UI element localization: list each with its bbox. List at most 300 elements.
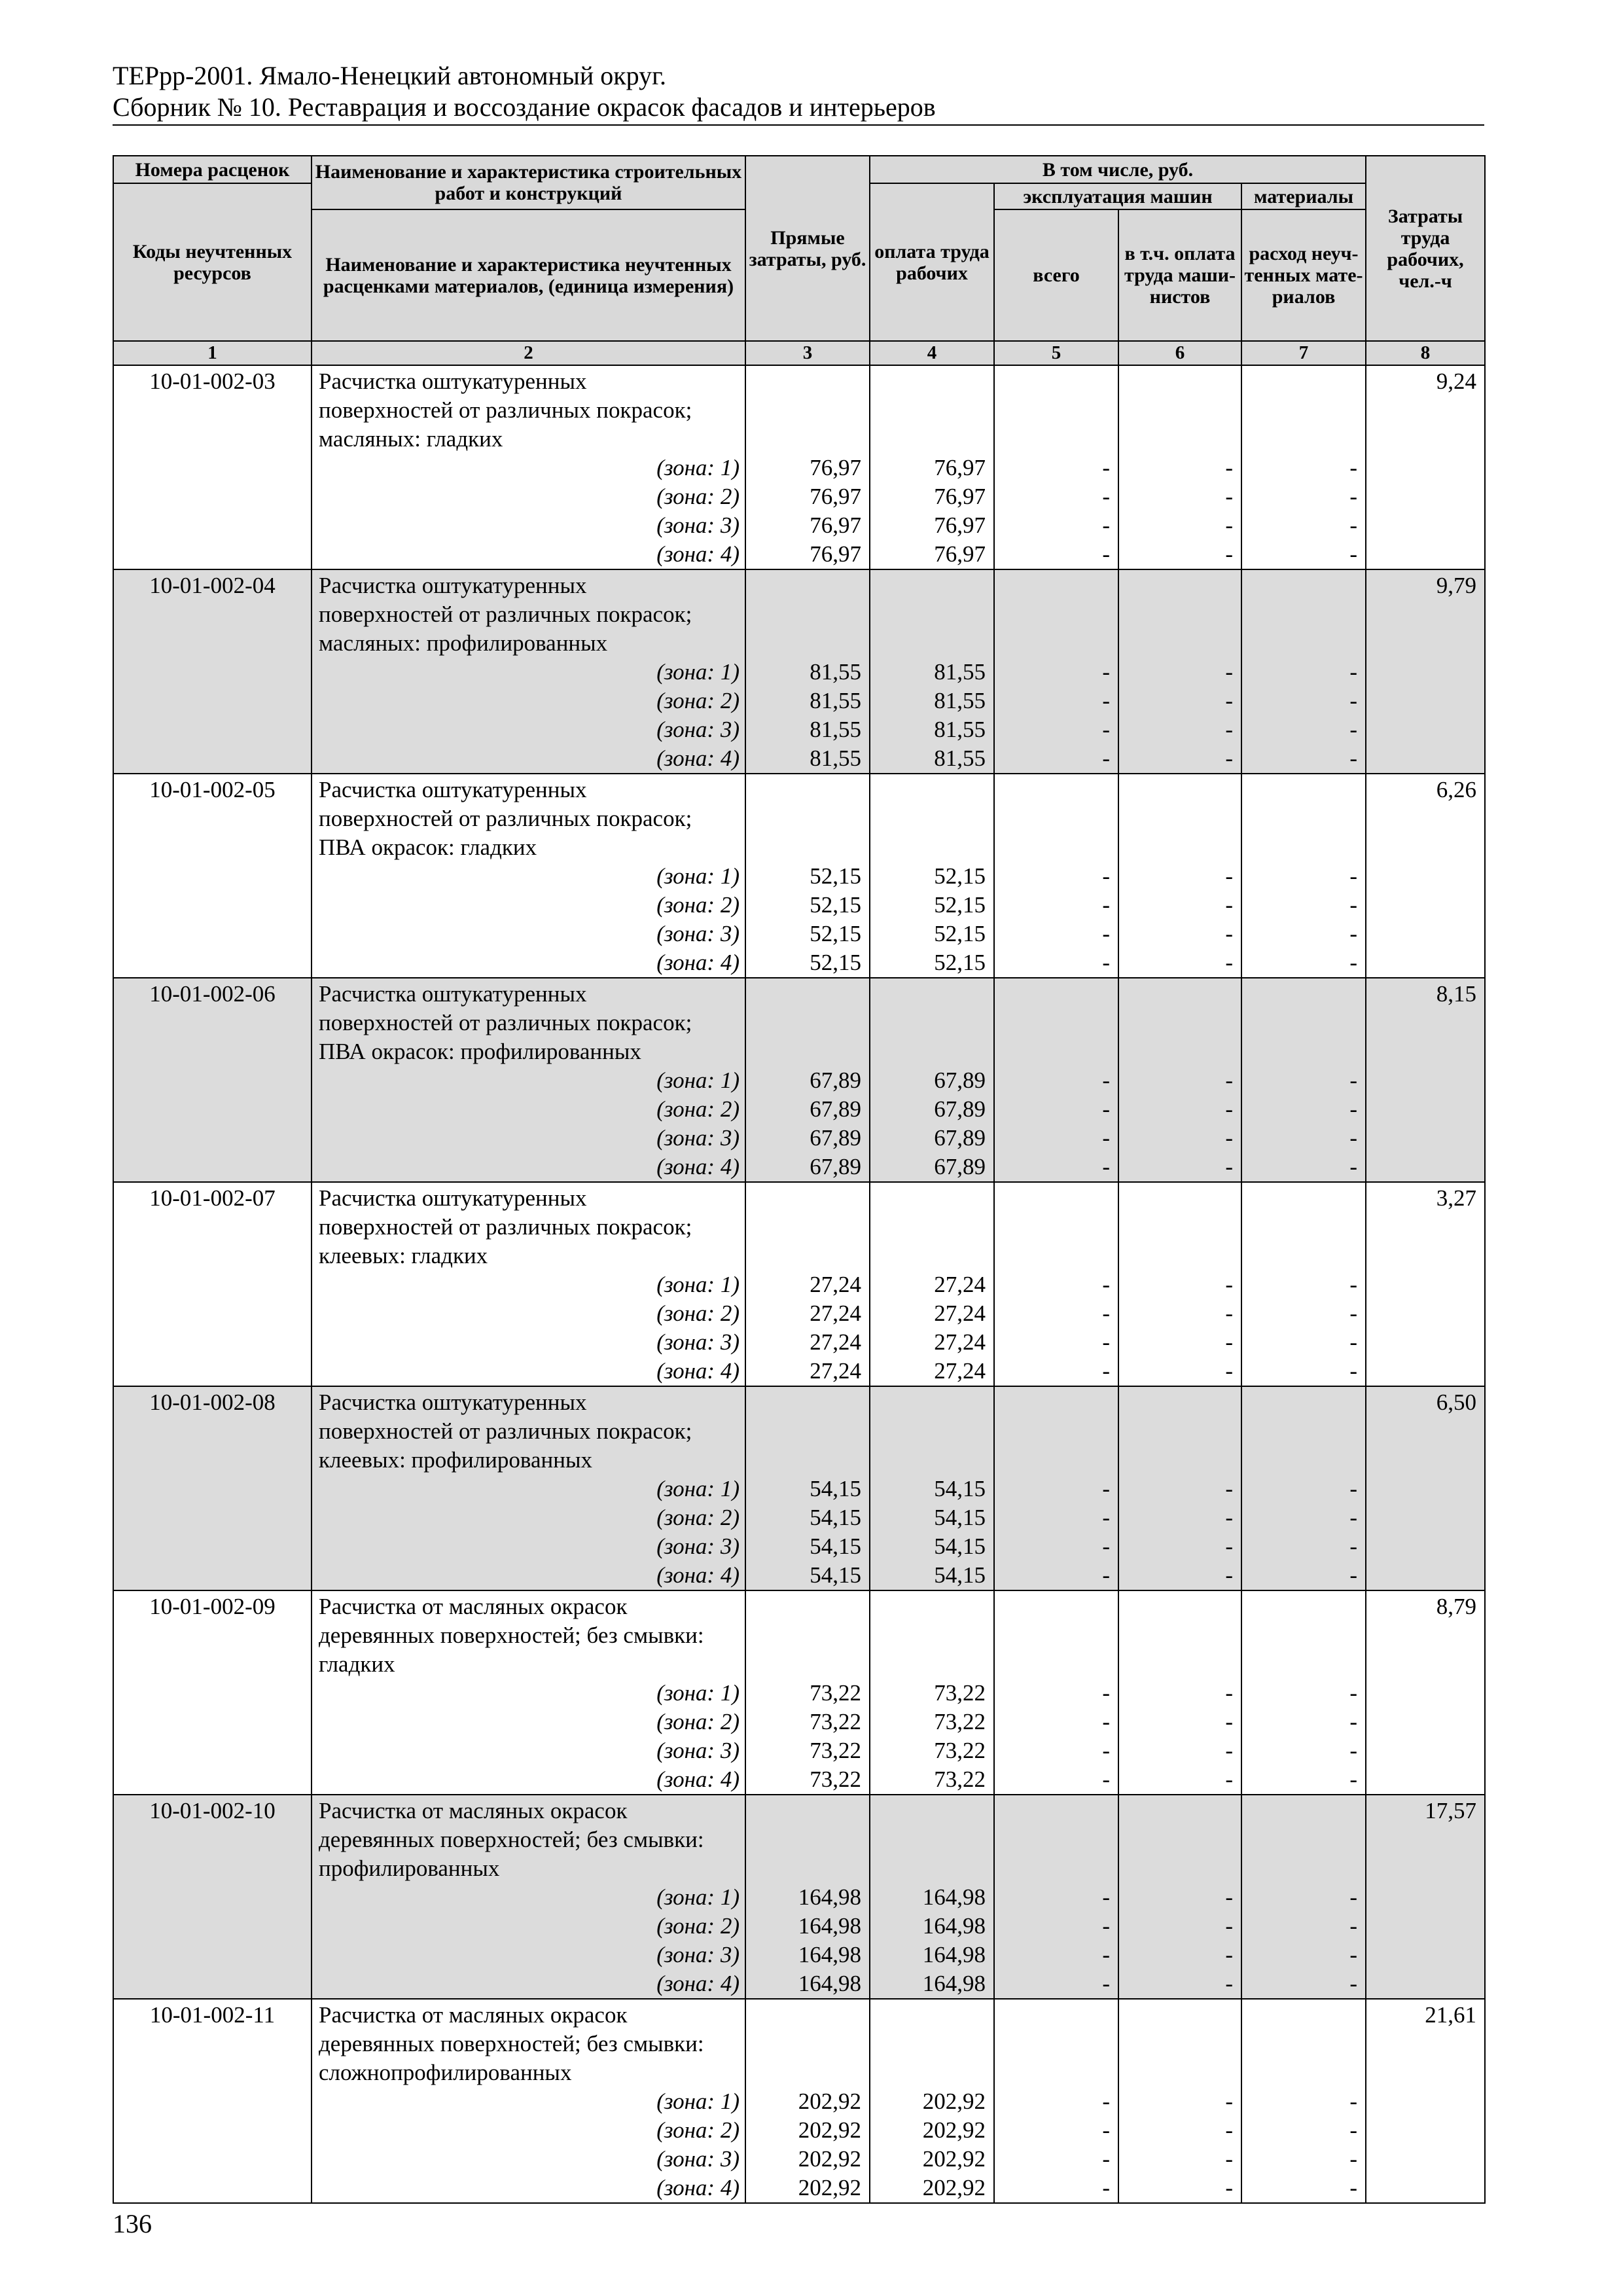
unaccounted-materials [1241, 1182, 1366, 1386]
machines-total-value: - [1102, 1738, 1110, 1763]
rate-code: 10-01-002-09 [113, 1590, 312, 1795]
th-unaccounted-materials: расход неуч-тенных мате-риалов [1241, 209, 1366, 341]
th-labor: Затраты труда рабочих, чел.-ч [1366, 156, 1485, 341]
unaccounted-materials [1241, 1795, 1366, 1999]
direct-costs-value: 76,97 [810, 541, 861, 567]
worker-wages-value: 202,92 [922, 2117, 986, 2143]
zone-label: (зона: 2) [656, 1505, 740, 1530]
direct-costs-value: 164,98 [798, 1884, 861, 1910]
table-row [113, 1386, 1485, 1590]
unaccounted-materials-value: - [1349, 1476, 1358, 1501]
machinist-wages-value: - [1225, 1942, 1233, 1967]
worker-wages-value: 81,55 [934, 688, 986, 713]
machines-total [994, 774, 1118, 978]
machines-total-value: - [1102, 921, 1110, 946]
worker-wages-value: 76,97 [934, 484, 986, 509]
unaccounted-materials-value: - [1349, 1913, 1358, 1939]
machinist-wages-value: - [1225, 1358, 1233, 1384]
work-description [312, 1590, 745, 1795]
th-material-name: Наименование и характеристика неучтенных расценками материалов, (единица измерения) [312, 209, 745, 341]
machinist-wages-value: - [1225, 541, 1233, 567]
labor-costs: 3,27 [1366, 1182, 1485, 1386]
rate-record [113, 1386, 1485, 1590]
machinist-wages-value: - [1225, 512, 1233, 538]
direct-costs-value: 81,55 [810, 745, 861, 771]
unaccounted-materials-value: - [1349, 892, 1358, 918]
table-row [113, 978, 1485, 1182]
worker-wages-value: 27,24 [934, 1358, 986, 1384]
machines-total-value: - [1102, 1125, 1110, 1151]
unaccounted-materials-value: - [1349, 1300, 1358, 1326]
zone-label: (зона: 3) [656, 512, 740, 538]
col-number: 3 [745, 341, 870, 365]
description-line: поверхностей от различных покрасок; [319, 806, 692, 831]
machinist-wages-value: - [1225, 921, 1233, 946]
page-header [113, 60, 1484, 123]
description-line: Расчистка оштукатуренных [319, 777, 587, 802]
direct-costs [745, 1182, 870, 1386]
rate-code: 10-01-002-03 [113, 365, 312, 569]
worker-wages-value: 54,15 [934, 1562, 986, 1588]
direct-costs-value: 52,15 [810, 892, 861, 918]
th-wages: оплата труда рабочих [870, 183, 994, 341]
rate-code: 10-01-002-10 [113, 1795, 312, 1999]
machinist-wages-value: - [1225, 1534, 1233, 1559]
worker-wages-value: 73,22 [934, 1738, 986, 1763]
worker-wages-value: 52,15 [934, 892, 986, 918]
table-row [113, 774, 1485, 978]
machines-total-value: - [1102, 2146, 1110, 2172]
direct-costs [745, 978, 870, 1182]
unaccounted-materials-value: - [1349, 541, 1358, 567]
zone-label: (зона: 4) [656, 541, 740, 567]
table-row [113, 1999, 1485, 2203]
unaccounted-materials-value: - [1349, 1534, 1358, 1559]
direct-costs-value: 73,22 [810, 1709, 861, 1734]
worker-wages-value: 73,22 [934, 1767, 986, 1792]
machines-total-value: - [1102, 2089, 1110, 2114]
unaccounted-materials-value: - [1349, 1971, 1358, 1996]
unaccounted-materials [1241, 978, 1366, 1182]
worker-wages [870, 1386, 994, 1590]
description-line: клеевых: профилированных [319, 1447, 592, 1473]
machines-total [994, 365, 1118, 569]
direct-costs-value: 54,15 [810, 1562, 861, 1588]
machinist-wages [1118, 774, 1241, 978]
machines-total [994, 1386, 1118, 1590]
header-title-line1: ТЕРрр-2001. Ямало-Ненецкий автономный округ. [113, 61, 667, 90]
work-description [312, 978, 745, 1182]
machines-total-value: - [1102, 1913, 1110, 1939]
unaccounted-materials-value: - [1349, 1505, 1358, 1530]
zone-label: (зона: 3) [656, 921, 740, 946]
col-number: 7 [1241, 341, 1366, 365]
worker-wages-value: 27,24 [934, 1272, 986, 1297]
direct-costs-value: 81,55 [810, 688, 861, 713]
description-line: клеевых: гладких [319, 1243, 488, 1268]
machines-total-value: - [1102, 1154, 1110, 1179]
machines-total [994, 569, 1118, 774]
unaccounted-materials [1241, 1999, 1366, 2203]
machines-total-value: - [1102, 1534, 1110, 1559]
worker-wages-value: 67,89 [934, 1154, 986, 1179]
direct-costs-value: 164,98 [798, 1913, 861, 1939]
rate-code: 10-01-002-05 [113, 774, 312, 978]
unaccounted-materials-value: - [1349, 1884, 1358, 1910]
machines-total [994, 1590, 1118, 1795]
zone-label: (зона: 2) [656, 2117, 740, 2143]
worker-wages [870, 1590, 994, 1795]
machines-total-value: - [1102, 717, 1110, 742]
machines-total-value: - [1102, 1942, 1110, 1967]
work-description [312, 1182, 745, 1386]
unaccounted-materials-value: - [1349, 921, 1358, 946]
th-rate-numbers: Номера расценок [113, 156, 312, 183]
col-number: 8 [1366, 341, 1485, 365]
worker-wages-value: 81,55 [934, 717, 986, 742]
machinist-wages [1118, 978, 1241, 1182]
worker-wages-value: 202,92 [922, 2175, 986, 2200]
machinist-wages-value: - [1225, 1738, 1233, 1763]
worker-wages-value: 54,15 [934, 1534, 986, 1559]
unaccounted-materials [1241, 1386, 1366, 1590]
machinist-wages-value: - [1225, 2146, 1233, 2172]
header-rule [113, 124, 1484, 126]
rates-table [113, 155, 1486, 2204]
th-including: В том числе, руб. [870, 156, 1366, 183]
col-number: 2 [312, 341, 745, 365]
unaccounted-materials-value: - [1349, 2146, 1358, 2172]
description-line: Расчистка оштукатуренных [319, 368, 587, 394]
unaccounted-materials-value: - [1349, 1767, 1358, 1792]
direct-costs-value: 52,15 [810, 950, 861, 975]
unaccounted-materials-value: - [1349, 1358, 1358, 1384]
direct-costs-value: 73,22 [810, 1738, 861, 1763]
description-line: профилированных [319, 1856, 500, 1881]
unaccounted-materials [1241, 1590, 1366, 1795]
description-line: Расчистка оштукатуренных [319, 981, 587, 1007]
machines-total [994, 1999, 1118, 2203]
rate-record [113, 1999, 1485, 2203]
worker-wages-value: 52,15 [934, 921, 986, 946]
work-description [312, 1999, 745, 2203]
unaccounted-materials-value: - [1349, 1709, 1358, 1734]
unaccounted-materials-value: - [1349, 2089, 1358, 2114]
machines-total-value: - [1102, 1476, 1110, 1501]
zone-label: (зона: 3) [656, 1125, 740, 1151]
machines-total-value: - [1102, 1096, 1110, 1122]
direct-costs-value: 76,97 [810, 484, 861, 509]
worker-wages [870, 1795, 994, 1999]
labor-costs: 8,15 [1366, 978, 1485, 1182]
machinist-wages-value: - [1225, 455, 1233, 480]
machines-total-value: - [1102, 892, 1110, 918]
machinist-wages-value: - [1225, 1680, 1233, 1706]
unaccounted-materials-value: - [1349, 1272, 1358, 1297]
machinist-wages-value: - [1225, 688, 1233, 713]
description-line: сложнопрофилированных [319, 2060, 572, 2085]
machines-total-value: - [1102, 1680, 1110, 1706]
description-line: деревянных поверхностей; без смывки: [319, 1827, 704, 1852]
labor-costs: 8,79 [1366, 1590, 1485, 1795]
machinist-wages [1118, 1590, 1241, 1795]
th-machines-total: всего [994, 209, 1118, 341]
page-number: 136 [113, 2209, 152, 2238]
direct-costs-value: 76,97 [810, 512, 861, 538]
machinist-wages [1118, 569, 1241, 774]
direct-costs-value: 67,89 [810, 1154, 861, 1179]
zone-label: (зона: 4) [656, 745, 740, 771]
zone-label: (зона: 1) [656, 2089, 740, 2114]
zone-label: (зона: 1) [656, 863, 740, 889]
zone-label: (зона: 1) [656, 1884, 740, 1910]
description-line: гладких [319, 1651, 395, 1677]
worker-wages [870, 978, 994, 1182]
worker-wages-value: 54,15 [934, 1505, 986, 1530]
direct-costs-value: 81,55 [810, 717, 861, 742]
unaccounted-materials-value: - [1349, 1680, 1358, 1706]
zone-label: (зона: 1) [656, 659, 740, 685]
machinist-wages-value: - [1225, 1300, 1233, 1326]
machinist-wages-value: - [1225, 1971, 1233, 1996]
rate-code: 10-01-002-06 [113, 978, 312, 1182]
worker-wages-value: 52,15 [934, 863, 986, 889]
worker-wages-value: 52,15 [934, 950, 986, 975]
unaccounted-materials-value: - [1349, 950, 1358, 975]
unaccounted-materials-value: - [1349, 717, 1358, 742]
direct-costs-value: 67,89 [810, 1067, 861, 1093]
description-line: Расчистка оштукатуренных [319, 1390, 587, 1415]
th-direct-costs: Прямые затраты, руб. [745, 156, 870, 341]
description-line: деревянных поверхностей; без смывки: [319, 2031, 704, 2056]
table-header [113, 156, 1485, 365]
machinist-wages-value: - [1225, 2089, 1233, 2114]
direct-costs [745, 774, 870, 978]
unaccounted-materials-value: - [1349, 512, 1358, 538]
direct-costs-value: 67,89 [810, 1096, 861, 1122]
worker-wages-value: 54,15 [934, 1476, 986, 1501]
worker-wages-value: 76,97 [934, 541, 986, 567]
machines-total-value: - [1102, 1505, 1110, 1530]
worker-wages [870, 774, 994, 978]
machines-total-value: - [1102, 863, 1110, 889]
description-line: ПВА окрасок: гладких [319, 834, 537, 860]
machines-total-value: - [1102, 688, 1110, 713]
unaccounted-materials-value: - [1349, 1096, 1358, 1122]
machinist-wages-value: - [1225, 1272, 1233, 1297]
zone-label: (зона: 4) [656, 1154, 740, 1179]
zone-label: (зона: 2) [656, 1709, 740, 1734]
direct-costs-value: 52,15 [810, 863, 861, 889]
direct-costs-value: 27,24 [810, 1272, 861, 1297]
worker-wages [870, 1999, 994, 2203]
machines-total-value: - [1102, 1767, 1110, 1792]
direct-costs-value: 67,89 [810, 1125, 861, 1151]
machinist-wages-value: - [1225, 863, 1233, 889]
machinist-wages-value: - [1225, 745, 1233, 771]
rate-code: 10-01-002-04 [113, 569, 312, 774]
direct-costs [745, 1386, 870, 1590]
work-description [312, 774, 745, 978]
description-line: Расчистка от масляных окрасок [319, 1798, 628, 1823]
unaccounted-materials-value: - [1349, 1067, 1358, 1093]
rate-record [113, 1590, 1485, 1795]
machines-total [994, 1182, 1118, 1386]
description-line: ПВА окрасок: профилированных [319, 1039, 641, 1064]
machines-total-value: - [1102, 1358, 1110, 1384]
description-line: масляных: гладких [319, 426, 503, 452]
direct-costs-value: 202,92 [798, 2089, 861, 2114]
machines-total-value: - [1102, 1272, 1110, 1297]
direct-costs-value: 27,24 [810, 1358, 861, 1384]
zone-label: (зона: 3) [656, 1942, 740, 1967]
rate-record [113, 365, 1485, 569]
machines-total-value: - [1102, 745, 1110, 771]
th-work-name: Наименование и характеристика строительных работ и конструкций [312, 156, 745, 209]
machinist-wages-value: - [1225, 1096, 1233, 1122]
unaccounted-materials-value: - [1349, 659, 1358, 685]
unaccounted-materials [1241, 569, 1366, 774]
worker-wages-value: 202,92 [922, 2146, 986, 2172]
zone-label: (зона: 4) [656, 1358, 740, 1384]
work-description [312, 1386, 745, 1590]
zone-label: (зона: 2) [656, 1096, 740, 1122]
machinist-wages-value: - [1225, 1505, 1233, 1530]
direct-costs-value: 81,55 [810, 659, 861, 685]
unaccounted-materials-value: - [1349, 1738, 1358, 1763]
zone-label: (зона: 2) [656, 484, 740, 509]
description-line: поверхностей от различных покрасок; [319, 397, 692, 423]
machines-total-value: - [1102, 659, 1110, 685]
unaccounted-materials-value: - [1349, 1329, 1358, 1355]
machines-total [994, 1795, 1118, 1999]
unaccounted-materials-value: - [1349, 688, 1358, 713]
machines-total-value: - [1102, 2175, 1110, 2200]
machinist-wages [1118, 365, 1241, 569]
direct-costs [745, 1795, 870, 1999]
zone-label: (зона: 1) [656, 1680, 740, 1706]
description-line: Расчистка от масляных окрасок [319, 1594, 628, 1619]
machinist-wages-value: - [1225, 1709, 1233, 1734]
labor-costs: 6,26 [1366, 774, 1485, 978]
worker-wages-value: 27,24 [934, 1300, 986, 1326]
direct-costs-value: 202,92 [798, 2117, 861, 2143]
zone-label: (зона: 1) [656, 1067, 740, 1093]
zone-label: (зона: 2) [656, 1913, 740, 1939]
zone-label: (зона: 4) [656, 1562, 740, 1588]
machinist-wages-value: - [1225, 892, 1233, 918]
machinist-wages-value: - [1225, 484, 1233, 509]
machinist-wages-value: - [1225, 1154, 1233, 1179]
direct-costs-value: 54,15 [810, 1505, 861, 1530]
table-row [113, 365, 1485, 569]
worker-wages-value: 76,97 [934, 512, 986, 538]
unaccounted-materials-value: - [1349, 484, 1358, 509]
description-line: Расчистка от масляных окрасок [319, 2002, 628, 2028]
machinist-wages-value: - [1225, 1562, 1233, 1588]
direct-costs-value: 202,92 [798, 2175, 861, 2200]
direct-costs-value: 52,15 [810, 921, 861, 946]
rate-record [113, 978, 1485, 1182]
machinist-wages-value: - [1225, 1329, 1233, 1355]
worker-wages [870, 569, 994, 774]
direct-costs-value: 164,98 [798, 1942, 861, 1967]
zone-label: (зона: 4) [656, 1971, 740, 1996]
description-line: Расчистка оштукатуренных [319, 573, 587, 598]
worker-wages-value: 81,55 [934, 659, 986, 685]
table-row [113, 1590, 1485, 1795]
unaccounted-materials-value: - [1349, 1125, 1358, 1151]
direct-costs-value: 202,92 [798, 2146, 861, 2172]
unaccounted-materials-value: - [1349, 455, 1358, 480]
machines-total-value: - [1102, 484, 1110, 509]
rate-record [113, 1182, 1485, 1386]
table-row [113, 569, 1485, 774]
col-number: 6 [1118, 341, 1241, 365]
machines-total-value: - [1102, 455, 1110, 480]
direct-costs [745, 1999, 870, 2203]
machines-total-value: - [1102, 2117, 1110, 2143]
unaccounted-materials [1241, 365, 1366, 569]
worker-wages-value: 67,89 [934, 1096, 986, 1122]
header-title-line2: Сборник № 10. Реставрация и воссоздание окрасок фасадов и интерьеров [113, 92, 936, 122]
description-line: поверхностей от различных покрасок; [319, 601, 692, 627]
machines-total-value: - [1102, 1709, 1110, 1734]
worker-wages-value: 164,98 [922, 1971, 986, 1996]
work-description [312, 1795, 745, 1999]
col-number: 4 [870, 341, 994, 365]
machinist-wages-value: - [1225, 2175, 1233, 2200]
unaccounted-materials-value: - [1349, 2175, 1358, 2200]
machines-total-value: - [1102, 541, 1110, 567]
labor-costs: 21,61 [1366, 1999, 1485, 2203]
machinist-wages-value: - [1225, 1067, 1233, 1093]
machines-total-value: - [1102, 1329, 1110, 1355]
machinist-wages-value: - [1225, 1884, 1233, 1910]
machines-total [994, 978, 1118, 1182]
description-line: поверхностей от различных покрасок; [319, 1214, 692, 1240]
description-line: поверхностей от различных покрасок; [319, 1010, 692, 1035]
unaccounted-materials-value: - [1349, 1562, 1358, 1588]
zone-label: (зона: 3) [656, 2146, 740, 2172]
zone-label: (зона: 4) [656, 950, 740, 975]
zone-label: (зона: 3) [656, 1329, 740, 1355]
worker-wages [870, 365, 994, 569]
th-materials: материалы [1241, 183, 1366, 209]
machinist-wages-value: - [1225, 717, 1233, 742]
machines-total-value: - [1102, 1562, 1110, 1588]
direct-costs-value: 73,22 [810, 1767, 861, 1792]
unaccounted-materials [1241, 774, 1366, 978]
rate-code: 10-01-002-07 [113, 1182, 312, 1386]
worker-wages-value: 67,89 [934, 1067, 986, 1093]
unaccounted-materials-value: - [1349, 863, 1358, 889]
worker-wages-value: 27,24 [934, 1329, 986, 1355]
machinist-wages-value: - [1225, 950, 1233, 975]
zone-label: (зона: 1) [656, 455, 740, 480]
machinist-wages [1118, 1795, 1241, 1999]
labor-costs: 9,24 [1366, 365, 1485, 569]
zone-label: (зона: 3) [656, 1534, 740, 1559]
rate-code: 10-01-002-11 [113, 1999, 312, 2203]
machines-total-value: - [1102, 1300, 1110, 1326]
description-line: масляных: профилированных [319, 630, 608, 656]
description-line: Расчистка оштукатуренных [319, 1185, 587, 1211]
zone-label: (зона: 1) [656, 1272, 740, 1297]
machines-total-value: - [1102, 950, 1110, 975]
machinist-wages-value: - [1225, 1913, 1233, 1939]
direct-costs [745, 1590, 870, 1795]
